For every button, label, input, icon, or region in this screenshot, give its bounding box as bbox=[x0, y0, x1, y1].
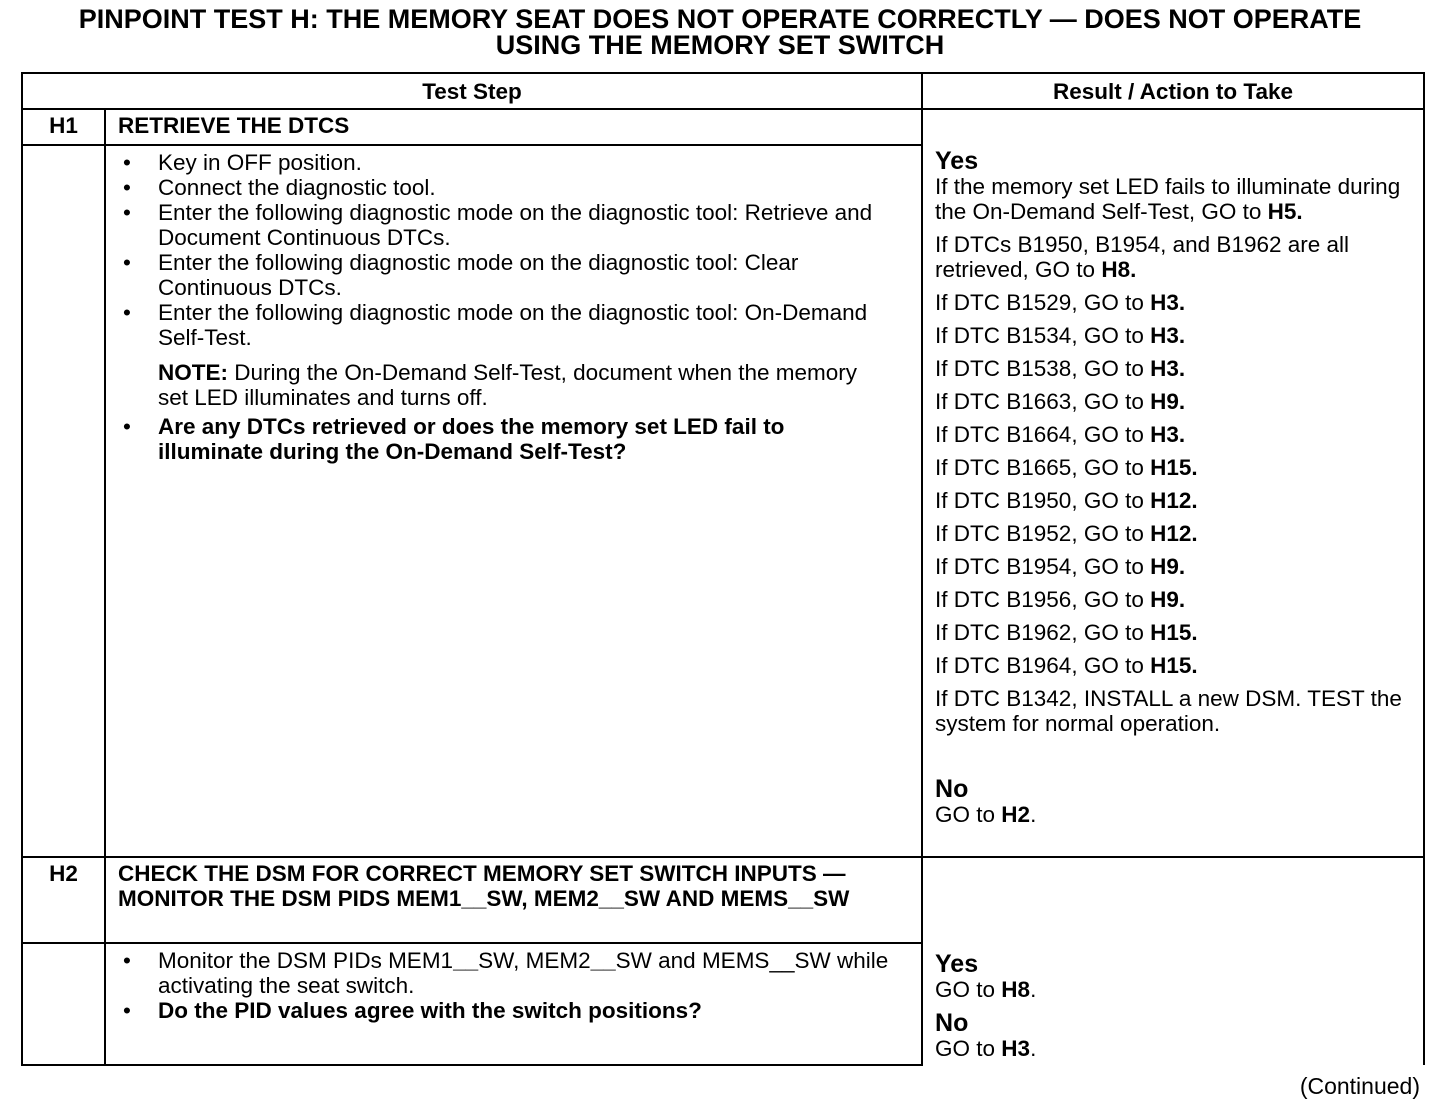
yes-label: Yes bbox=[935, 950, 979, 978]
page-title-line-1: PINPOINT TEST H: THE MEMORY SEAT DOES NOT OPERATE CORRECTLY — DOES NOT OPERATE bbox=[78, 4, 1362, 34]
result-action: GO to H3. bbox=[935, 1036, 1037, 1061]
step-reference: H3 bbox=[1001, 1036, 1031, 1061]
page-title bbox=[0, 6, 1440, 58]
step-body bbox=[105, 943, 922, 1065]
step-reference: H8 bbox=[1001, 977, 1031, 1002]
result-action: If DTC B1663, GO to H9. bbox=[935, 389, 1186, 414]
continued-label: (Continued) bbox=[1299, 1073, 1420, 1099]
step-h2-result bbox=[922, 857, 1424, 1065]
bullet-icon: • bbox=[123, 150, 131, 175]
step-reference: H9 bbox=[1150, 554, 1179, 579]
step-note bbox=[120, 360, 891, 410]
result-action: If DTC B1954, GO to H9. bbox=[935, 554, 1186, 579]
result-action: If DTC B1529, GO to H3. bbox=[935, 290, 1186, 315]
no-label: No bbox=[935, 775, 969, 803]
pinpoint-test-table bbox=[21, 72, 1425, 1066]
page-title-line-2: USING THE MEMORY SET SWITCH bbox=[495, 30, 945, 60]
header-test-step: Test Step bbox=[22, 73, 922, 109]
result-action: If DTC B1952, GO to H12. bbox=[935, 521, 1198, 546]
list-item: • Are any DTCs retrieved or does the memory set LED fail to illuminate during the On-Demand Self-Test? bbox=[120, 414, 891, 464]
bullet-icon: • bbox=[123, 998, 131, 1023]
bullet-icon: • bbox=[123, 200, 131, 225]
bullet-icon: • bbox=[123, 414, 131, 439]
bullet-icon: • bbox=[123, 250, 131, 275]
step-reference: H3 bbox=[1150, 422, 1179, 447]
step-id: H1 bbox=[22, 109, 105, 145]
list-item: • Monitor the DSM PIDs MEM1__SW, MEM2__SW and MEMS__SW while activating the seat switch. bbox=[120, 948, 891, 998]
step-h1-title-row bbox=[22, 109, 1424, 145]
result-action: If DTC B1665, GO to H15. bbox=[935, 455, 1198, 480]
result-action: If DTC B1964, GO to H15. bbox=[935, 653, 1198, 678]
result-action: If DTCs B1950, B1954, and B1962 are all retrieved, GO to H8. bbox=[935, 232, 1350, 282]
result-action: GO to H2. bbox=[935, 802, 1037, 827]
step-id-spacer bbox=[22, 943, 105, 1065]
result-action: GO to H8. bbox=[935, 977, 1037, 1002]
note-text: During the On-Demand Self-Test, document when the memory set LED illuminates and turns off. bbox=[158, 360, 858, 410]
step-instructions bbox=[120, 948, 891, 1023]
step-reference: H9 bbox=[1150, 587, 1179, 612]
step-reference: H9 bbox=[1150, 389, 1179, 414]
result-action: If the memory set LED fails to illuminate during the On-Demand Self-Test, GO to H5. bbox=[935, 174, 1401, 224]
list-item: • Key in OFF position. bbox=[120, 150, 891, 175]
list-item: • Enter the following diagnostic mode on the diagnostic tool: Retrieve and Document Continuous DTCs. bbox=[120, 200, 891, 250]
result-action: If DTC B1956, GO to H9. bbox=[935, 587, 1186, 612]
step-reference: H3 bbox=[1150, 323, 1179, 348]
result-action: If DTC B1538, GO to H3. bbox=[935, 356, 1186, 381]
bullet-icon: • bbox=[123, 948, 131, 973]
step-title: RETRIEVE THE DTCS bbox=[105, 109, 922, 145]
bullet-icon: • bbox=[123, 300, 131, 325]
yes-label: Yes bbox=[935, 147, 979, 175]
step-title: CHECK THE DSM FOR CORRECT MEMORY SET SWITCH INPUTS — MONITOR THE DSM PIDS MEM1__SW, MEM2__SW AND MEMS__SW bbox=[105, 857, 922, 943]
step-question-list bbox=[120, 414, 891, 464]
note-label: NOTE: bbox=[158, 360, 228, 385]
list-item: • Enter the following diagnostic mode on the diagnostic tool: Clear Continuous DTCs. bbox=[120, 250, 891, 300]
no-label: No bbox=[935, 1009, 969, 1037]
bullet-icon: • bbox=[123, 175, 131, 200]
step-h1-result bbox=[922, 109, 1424, 857]
list-item: • Do the PID values agree with the switch positions? bbox=[120, 998, 891, 1023]
step-h2-title-row bbox=[22, 857, 1424, 943]
result-action: If DTC B1962, GO to H15. bbox=[935, 620, 1198, 645]
step-reference: H15 bbox=[1150, 653, 1192, 678]
header-result-action: Result / Action to Take bbox=[922, 73, 1424, 109]
step-reference: H12 bbox=[1150, 521, 1192, 546]
step-id-spacer bbox=[22, 145, 105, 857]
result-action: If DTC B1950, GO to H12. bbox=[935, 488, 1198, 513]
table-header-row bbox=[22, 73, 1424, 109]
list-item: • Enter the following diagnostic mode on the diagnostic tool: On-Demand Self-Test. bbox=[120, 300, 891, 350]
step-reference: H12 bbox=[1150, 488, 1192, 513]
step-id: H2 bbox=[22, 857, 105, 943]
step-body bbox=[105, 145, 922, 857]
step-instructions bbox=[120, 150, 891, 350]
list-item: • Connect the diagnostic tool. bbox=[120, 175, 891, 200]
step-reference: H8 bbox=[1101, 257, 1131, 282]
result-action: If DTC B1534, GO to H3. bbox=[935, 323, 1186, 348]
result-action-final: If DTC B1342, INSTALL a new DSM. TEST the system for normal operation. bbox=[935, 686, 1402, 736]
step-reference: H2 bbox=[1001, 802, 1031, 827]
result-action: If DTC B1664, GO to H3. bbox=[935, 422, 1186, 447]
step-reference: H3 bbox=[1150, 290, 1179, 315]
step-reference: H15 bbox=[1150, 620, 1192, 645]
step-reference: H5 bbox=[1267, 199, 1297, 224]
step-reference: H15 bbox=[1150, 455, 1192, 480]
step-reference: H3 bbox=[1150, 356, 1179, 381]
